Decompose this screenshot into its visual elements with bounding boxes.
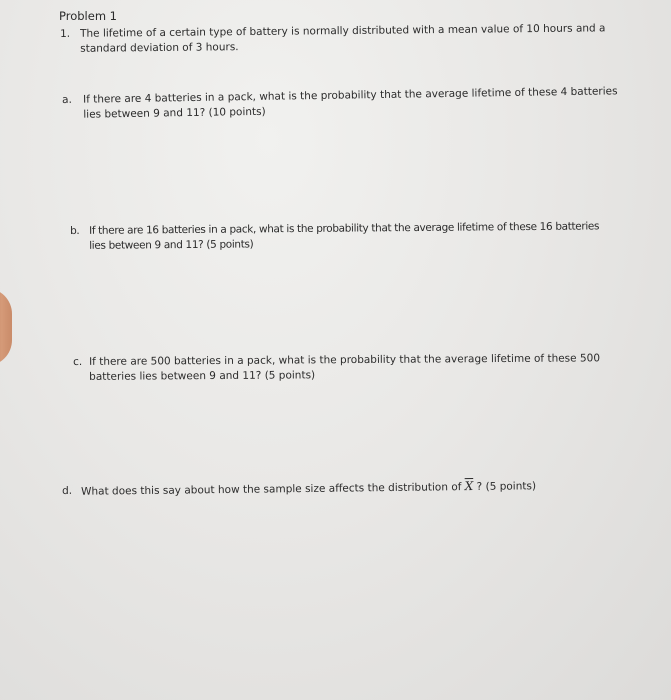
part-a-line-1: If there are 4 batteries in a pack, what is the probability that the average lifetime of these 4 batteries xyxy=(83,85,618,106)
part-b-line-1: If there are 16 batteries in a pack, what is the probability that the average lifetime of these 16 batteries xyxy=(89,220,600,237)
page-title: Problem 1 xyxy=(59,9,117,23)
part-d-text-after: ? (5 points) xyxy=(476,480,537,493)
x-bar-symbol: $\overline{X}$ xyxy=(464,478,474,494)
part-d-text-before: What does this say about how the sample size affects the distribution of xyxy=(81,481,462,498)
part-b-letter: b. xyxy=(70,224,80,237)
question-text-line-1: The lifetime of a certain type of battery is normally distributed with a mean value of 10 hours and a xyxy=(80,22,606,40)
question-number: 1. xyxy=(60,27,71,40)
part-a-letter: a. xyxy=(62,93,72,106)
part-d-letter: d. xyxy=(62,484,73,497)
part-c-line-2: batteries lies between 9 and 11? (5 points) xyxy=(89,369,316,383)
part-b-line-2: lies between 9 and 11? (5 points) xyxy=(89,238,254,252)
part-a-line-2: lies between 9 and 11? (10 points) xyxy=(83,105,266,121)
part-c-letter: c. xyxy=(73,355,83,368)
part-c-line-1: If there are 500 batteries in a pack, what is the probability that the average lifetime of these 500 xyxy=(89,352,601,368)
question-text-line-2: standard deviation of 3 hours. xyxy=(80,41,239,55)
